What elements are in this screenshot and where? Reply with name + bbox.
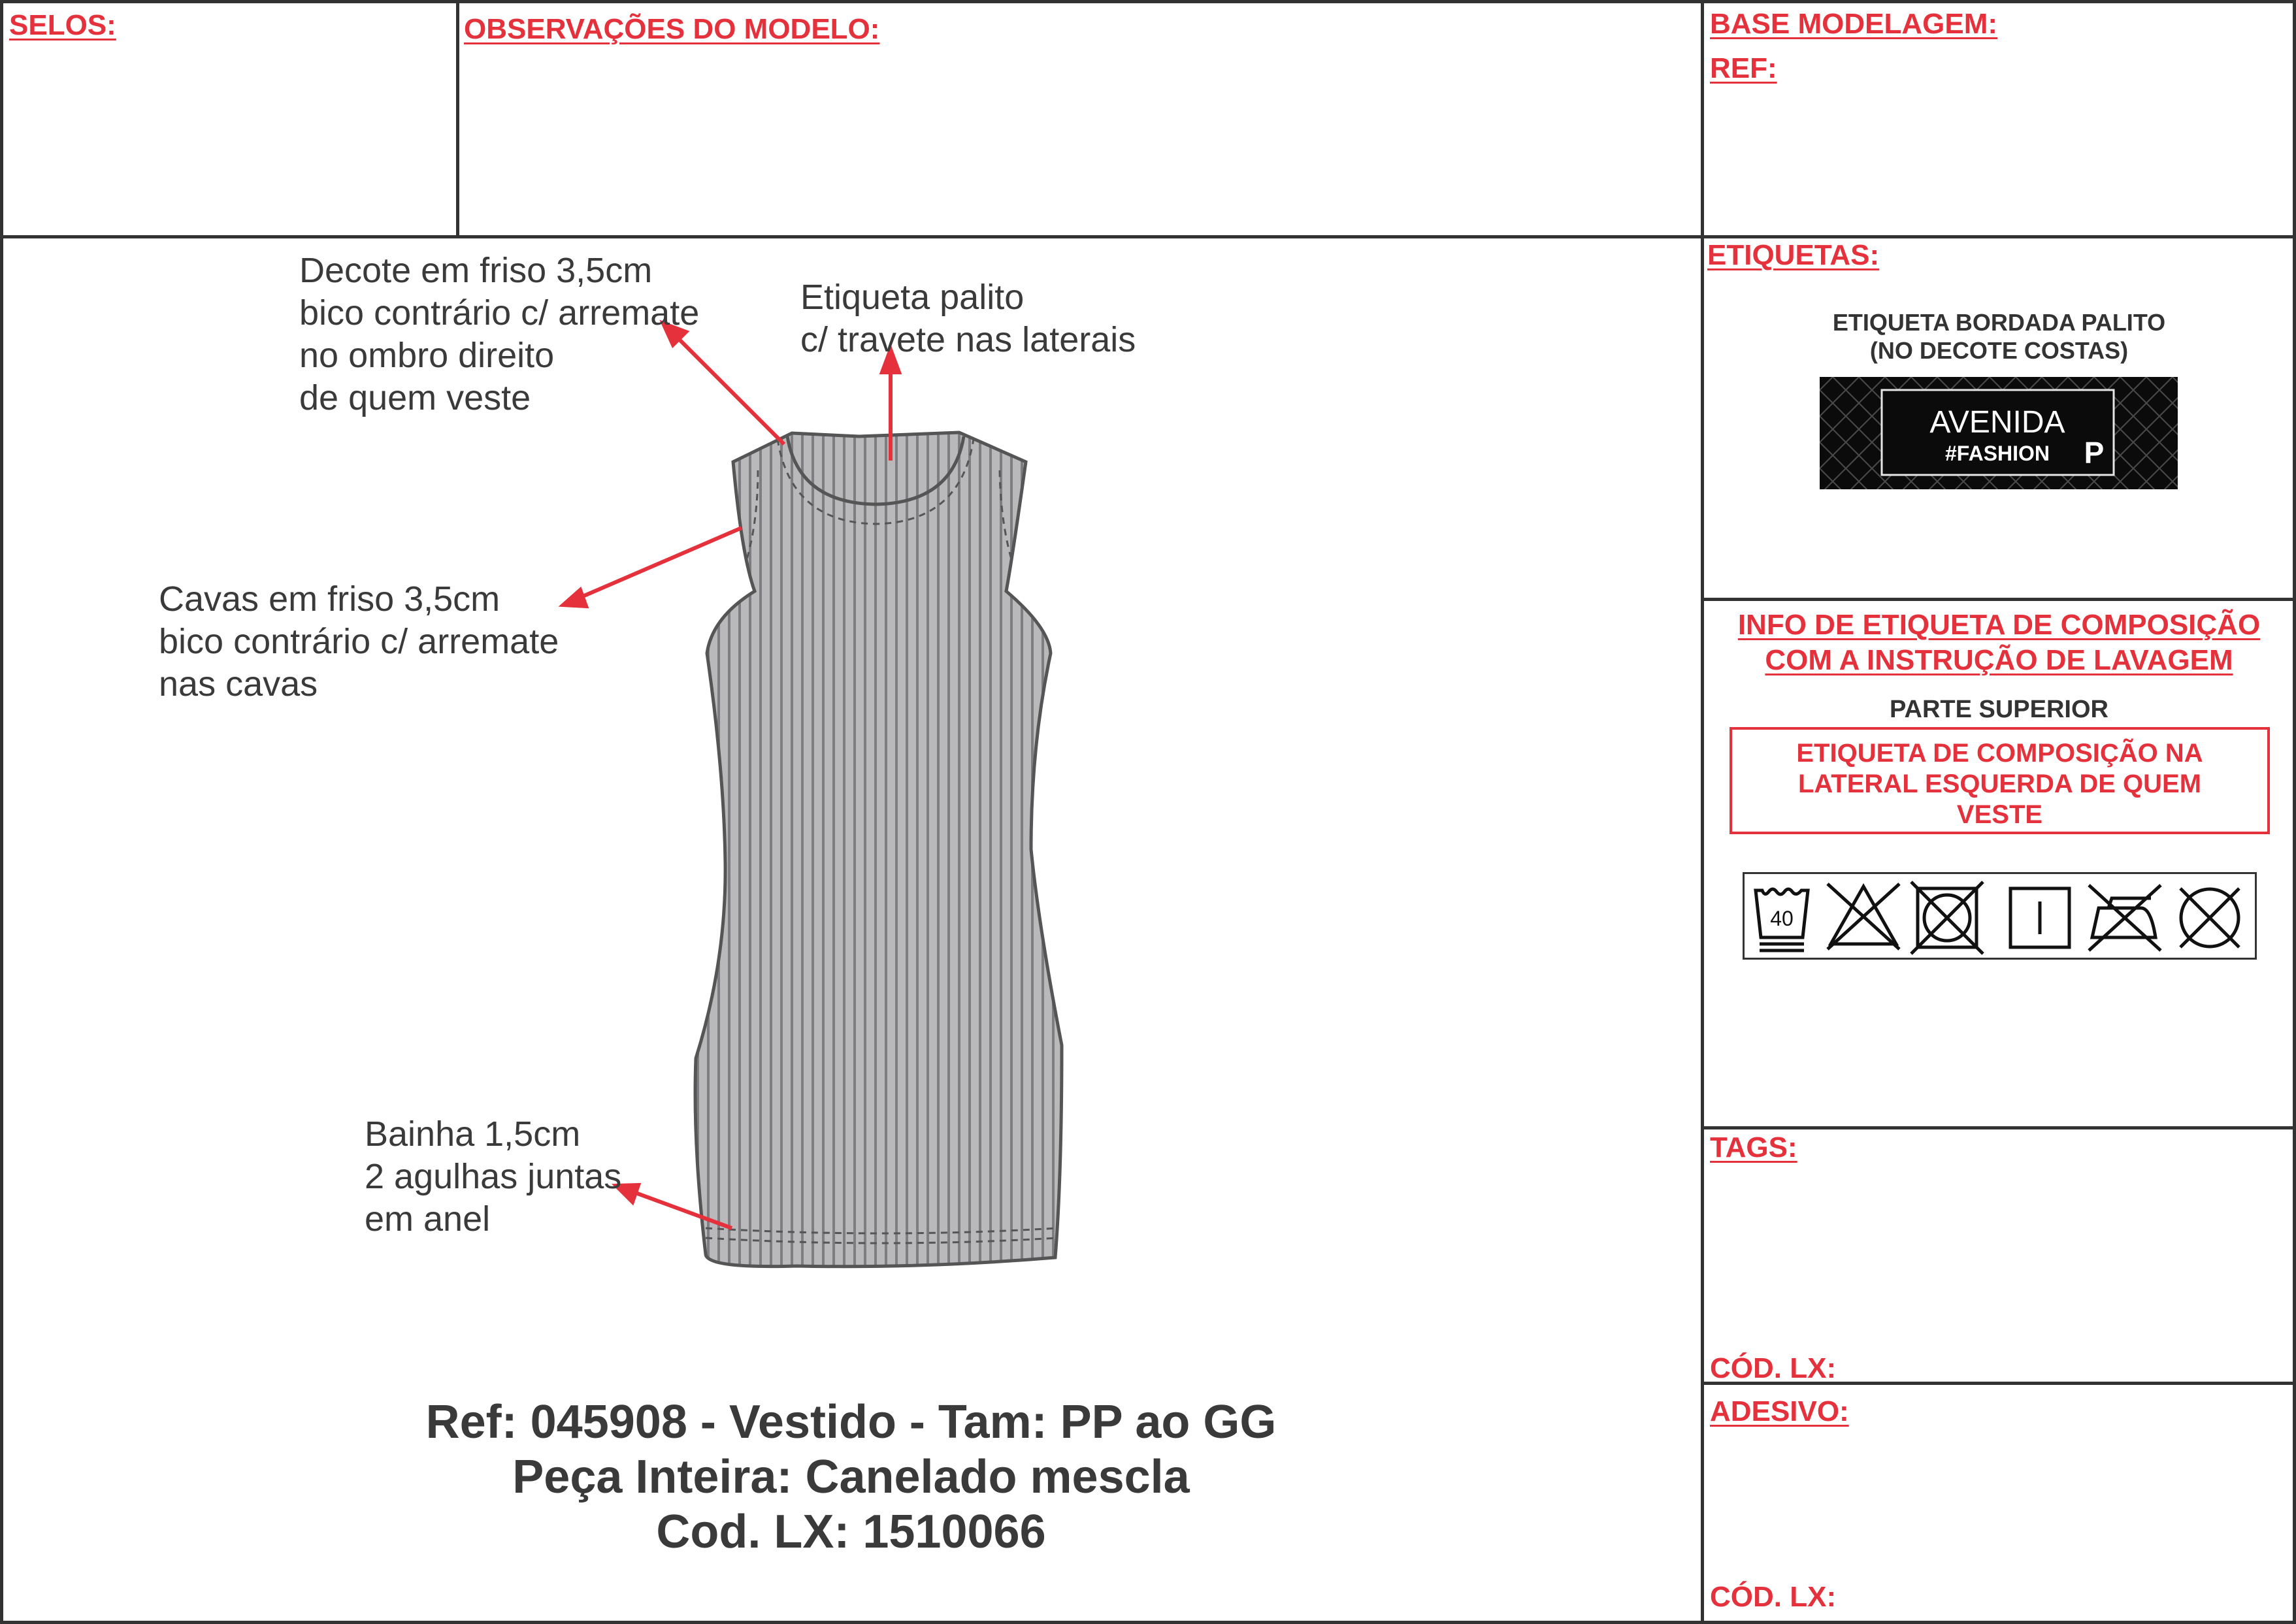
composition-info-line-2: COM A INSTRUÇÃO DE LAVAGEM <box>1765 644 2233 676</box>
caption-fabric-line: Peça Inteira: Canelado mescla <box>512 1451 1190 1503</box>
wash-temperature: 40 <box>1770 907 1794 930</box>
decote-line-1: Decote em friso 3,5cm <box>299 251 653 290</box>
adesivo-label: ADESIVO: <box>1710 1395 1849 1427</box>
decote-line-2: bico contrário c/ arremate <box>299 293 700 333</box>
care-symbols <box>1743 872 2257 960</box>
bainha-line-1: Bainha 1,5cm <box>365 1114 581 1154</box>
etiquetas-label: ETIQUETAS: <box>1707 239 1880 271</box>
adesivo-cod-lx-label: CÓD. LX: <box>1710 1581 1837 1613</box>
product-caption <box>0 1395 1702 1559</box>
bainha-annotation <box>365 1113 621 1241</box>
composition-instruction-line-1: ETIQUETA DE COMPOSIÇÃO NA <box>1796 739 2203 768</box>
bainha-line-3: em anel <box>365 1199 491 1239</box>
etiqueta-bordada-line-1: ETIQUETA BORDADA PALITO <box>1832 309 2166 336</box>
no-bleach-icon <box>1828 884 1899 949</box>
brand-tagline: #FASHION <box>1944 442 2050 465</box>
ref-label: REF: <box>1710 52 1777 84</box>
cavas-line-2: bico contrário c/ arremate <box>159 622 559 661</box>
selos-label: SELOS: <box>9 9 116 41</box>
cavas-line-3: nas cavas <box>159 664 318 704</box>
caption-ref-line: Ref: 045908 - Vestido - Tam: PP ao GG <box>425 1396 1277 1448</box>
decote-line-4: de quem veste <box>299 378 531 417</box>
composition-divider <box>1702 1126 2296 1129</box>
etiquetas-divider <box>1702 598 2296 601</box>
observacoes-label: OBSERVAÇÕES DO MODELO: <box>464 13 880 45</box>
brand-name: AVENIDA <box>1929 405 2065 440</box>
cavas-line-1: Cavas em friso 3,5cm <box>159 579 500 619</box>
no-dry-clean-icon <box>2180 888 2239 947</box>
etiqueta-bordada-title <box>1702 308 2296 365</box>
composition-info-title <box>1702 608 2296 678</box>
bainha-line-2: 2 agulhas juntas <box>365 1157 622 1196</box>
caption-cod-line: Cod. LX: 1510066 <box>656 1506 1046 1558</box>
no-tumble-dry-icon <box>1911 882 1983 954</box>
tags-label: TAGS: <box>1710 1131 1797 1163</box>
tags-cod-lx-label: CÓD. LX: <box>1710 1352 1837 1384</box>
line-dry-icon <box>2010 888 2069 947</box>
composition-instruction-line-3: VESTE <box>1956 800 2043 829</box>
parte-superior-label: PARTE SUPERIOR <box>1889 696 2108 723</box>
composition-instruction-line-2: LATERAL ESQUERDA DE QUEM <box>1797 770 2202 798</box>
decote-line-3: no ombro direito <box>299 336 555 375</box>
selos-divider <box>456 0 459 237</box>
etiqueta-line-2: c/ travete nas laterais <box>800 320 1136 359</box>
composition-info-line-1: INFO DE ETIQUETA DE COMPOSIÇÃO <box>1737 609 2261 641</box>
etiqueta-bordada-line-2: (NO DECOTE COSTAS) <box>1869 337 2129 364</box>
sidebar-divider <box>1701 0 1704 1624</box>
etiqueta-annotation <box>800 276 1136 361</box>
brand-size: P <box>2084 436 2105 470</box>
composition-instruction-text <box>1730 738 2270 830</box>
no-iron-icon <box>2089 885 2161 950</box>
cavas-annotation <box>159 578 559 706</box>
etiqueta-line-1: Etiqueta palito <box>800 278 1025 317</box>
base-modelagem-label: BASE MODELAGEM: <box>1710 8 1997 40</box>
rib-lines <box>698 418 1053 1280</box>
brand-woven-label <box>1820 377 2178 489</box>
decote-annotation <box>299 250 699 419</box>
